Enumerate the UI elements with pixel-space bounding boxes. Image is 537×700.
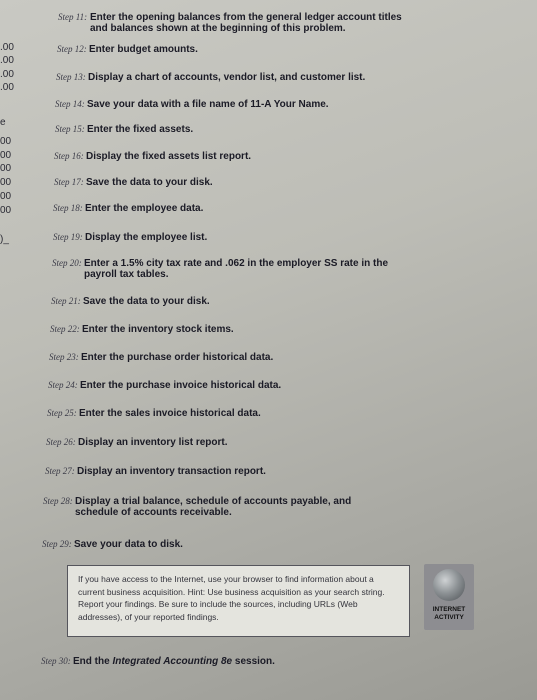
- step-text: Enter budget amounts.: [89, 44, 198, 55]
- step-label: Step 20:: [52, 258, 82, 268]
- step-label: Step 12:: [57, 44, 87, 54]
- step-text: Enter a 1.5% city tax rate and .062 in the employer SS rate in the payroll tax tables.: [84, 258, 389, 280]
- step-label: Step 26:: [46, 437, 76, 447]
- step-label: Step 30:: [41, 656, 71, 666]
- callout-text: If you have access to the Internet, use your browser to find information about a current business acquisition. Hint: Use business acquisition as your search string. Report your findings. Be sure to include the sources, including URLs (Web addresses), of your reported findings.: [78, 574, 385, 622]
- step-label: Step 23:: [49, 352, 79, 362]
- step-text-emphasis: Integrated Accounting 8e: [112, 656, 233, 667]
- margin-number: 00: [0, 150, 12, 161]
- badge-line-activity: ACTIVITY: [434, 614, 464, 621]
- step-label: Step 29:: [42, 539, 72, 549]
- step-text: Display an inventory list report.: [78, 437, 228, 448]
- step-label: Step 13:: [56, 72, 86, 82]
- margin-number: 00: [0, 163, 12, 174]
- step-text: Save your data to disk.: [74, 539, 183, 550]
- margin-number: .00: [0, 55, 14, 66]
- margin-number: .00: [0, 69, 14, 80]
- step-text: Display the employee list.: [85, 232, 208, 243]
- step-text: Save your data with a file name of 11-A Your Name.: [87, 99, 329, 110]
- step-label: Step 27:: [45, 466, 75, 476]
- step-label: Step 24:: [48, 380, 78, 390]
- step-text: Enter the employee data.: [85, 203, 204, 214]
- step-label: Step 25:: [47, 408, 77, 418]
- internet-activity-callout: [67, 565, 410, 637]
- step-text: Display an inventory transaction report.: [77, 466, 266, 477]
- step-label: Step 17:: [54, 177, 84, 187]
- step-text: Enter the sales invoice historical data.: [79, 408, 261, 419]
- margin-number: 00: [0, 136, 12, 147]
- badge-label: [424, 606, 474, 622]
- step-label: Step 18:: [53, 203, 83, 213]
- step-text: Display a trial balance, schedule of accounts payable, and schedule of accounts receivable.: [75, 496, 352, 518]
- margin-number: 00: [0, 191, 12, 202]
- step-label: Step 22:: [50, 324, 80, 334]
- step-label: Step 19:: [53, 232, 83, 242]
- step-text-prefix: End the: [73, 656, 113, 667]
- globe-icon: [433, 569, 465, 601]
- step-text: Enter the fixed assets.: [87, 124, 194, 135]
- step-label: Step 28:: [43, 496, 73, 506]
- margin-number: )_: [0, 234, 9, 245]
- step-label: Step 11:: [58, 12, 88, 22]
- step-label: Step 14:: [55, 99, 85, 109]
- left-margin-column: [0, 0, 22, 700]
- margin-number: .00: [0, 42, 14, 53]
- step-text-suffix: session.: [232, 656, 275, 667]
- margin-number: 00: [0, 205, 12, 216]
- step-label: Step 16:: [54, 151, 84, 161]
- margin-number: 00: [0, 177, 12, 188]
- step-text: Save the data to your disk.: [83, 296, 210, 307]
- step-text: Display a chart of accounts, vendor list, and customer list.: [88, 72, 366, 83]
- badge-line-internet: INTERNET: [432, 606, 466, 613]
- step-text: Enter the inventory stock items.: [82, 324, 234, 335]
- step-text: Enter the purchase order historical data.: [81, 352, 274, 363]
- step-text: Display the fixed assets list report.: [86, 151, 252, 162]
- step-label: Step 21:: [51, 296, 81, 306]
- step-text: Enter the purchase invoice historical data.: [80, 380, 282, 391]
- step-text: [73, 656, 413, 667]
- step-label: Step 15:: [55, 124, 85, 134]
- step-text: Save the data to your disk.: [86, 177, 213, 188]
- internet-activity-badge: [424, 564, 474, 630]
- margin-number: .00: [0, 82, 14, 93]
- margin-number: e: [0, 117, 6, 128]
- step-text: Enter the opening balances from the general ledger account titles and balances shown at the beginning of this problem.: [90, 12, 402, 34]
